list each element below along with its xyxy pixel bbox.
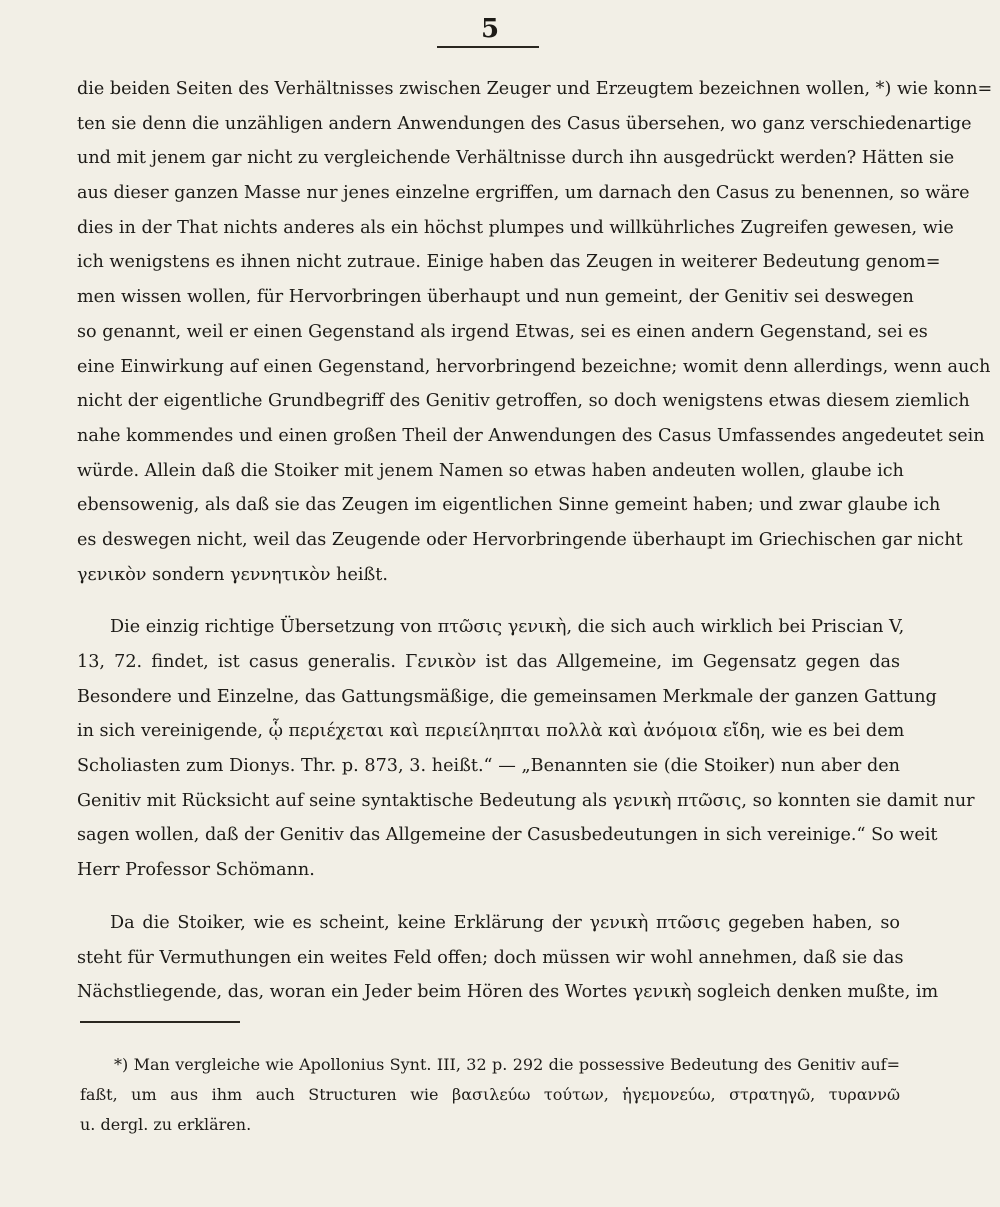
text-line: in sich vereinigende, ᾧ περιέχεται καὶ περιείληπται πολλὰ καὶ ἀνόμοια εἴδη, wie es bei dem <box>77 721 905 742</box>
footnote <box>80 1050 900 1140</box>
text-line: so genannt, weil er einen Gegenstand als irgend Etwas, sei es einen andern Gegenstand, sei es <box>77 321 928 342</box>
text-line: und mit jenem gar nicht zu vergleichende Verhältnisse durch ihn ausgedrückt werden? Hätten sie <box>77 148 955 169</box>
text-line: Die einzig richtige Übersetzung von πτῶσις γενικὴ, die sich auch wirklich bei Priscian V, <box>110 617 905 638</box>
text-line: 13, 72. findet, ist casus generalis. Γενικὸν ist das Allgemeine, im Gegensatz gegen das <box>77 652 900 672</box>
text-line: ich wenigstens es ihnen nicht zutraue. Einige haben das Zeugen in weiterer Bedeutung genom= <box>77 252 941 273</box>
text-line: sagen wollen, daß der Genitiv das Allgemeine der Casusbedeutungen in sich vereinige.“ So weit <box>77 825 938 846</box>
page-number: 5 <box>480 14 500 44</box>
page-number-rule <box>437 46 539 48</box>
text-line: die beiden Seiten des Verhältnisses zwischen Zeuger und Erzeugtem bezeichnen wollen, *) wie konn= <box>77 79 993 99</box>
text-line: dies in der That nichts anderes als ein höchst plumpes und willkührliches Zugreifen gewesen, wie <box>77 217 954 238</box>
text-line: Nächstliegende, das, woran ein Jeder beim Hören des Wortes γενικὴ sogleich denken mußte, im <box>77 982 939 1003</box>
footnote-line: *) Man vergleiche wie Apollonius Synt. III, 32 p. 292 die possessive Bedeutung des Genitiv auf= <box>114 1055 900 1074</box>
text-line: steht für Vermuthungen ein weites Feld offen; doch müssen wir wohl annehmen, daß sie das <box>77 947 904 968</box>
text-line: nahe kommendes und einen großen Theil der Anwendungen des Casus Umfassendes angedeutet sein <box>77 425 985 446</box>
text-line: nicht der eigentliche Grundbegriff des Genitiv getroffen, so doch wenigstens etwas diesem ziemlich <box>77 391 970 412</box>
text-line: ten sie denn die unzähligen andern Anwendungen des Casus übersehen, wo ganz verschiedenartige <box>77 113 972 134</box>
footnote-rule <box>80 1021 240 1023</box>
text-line: men wissen wollen, für Hervorbringen überhaupt und nun gemeint, der Genitiv sei deswegen <box>77 287 914 308</box>
text-line: es deswegen nicht, weil das Zeugende oder Hervorbringende überhaupt im Griechischen gar nicht <box>77 529 963 550</box>
footnote-line: faßt, um aus ihm auch Structuren wie βασιλεύω τούτων, ἡγεμονεύω, στρατηγῶ, τυραννῶ <box>80 1085 900 1104</box>
paragraph-3 <box>77 906 939 1010</box>
text-line: Besondere und Einzelne, das Gattungsmäßige, die gemeinsamen Merkmale der ganzen Gattung <box>77 686 937 707</box>
paragraph-1 <box>77 72 993 592</box>
footnote-line: u. dergl. zu erklären. <box>80 1115 252 1134</box>
text-line: würde. Allein daß die Stoiker mit jenem Namen so etwas haben andeuten wollen, glaube ich <box>77 460 904 481</box>
text-line: eine Einwirkung auf einen Gegenstand, hervorbringend bezeichne; womit denn allerdings, wenn auch <box>77 356 991 377</box>
text-line: Genitiv mit Rücksicht auf seine syntaktische Bedeutung als γενικὴ πτῶσις, so konnten sie damit nur <box>77 790 975 811</box>
text-line: Da die Stoiker, wie es scheint, keine Erklärung der γενικὴ πτῶσις gegeben haben, so <box>110 912 900 933</box>
main-text <box>77 72 993 1010</box>
text-line: Scholiasten zum Dionys. Thr. p. 873, 3. heißt.“ — „Benannten sie (die Stoiker) nun aber den <box>77 756 900 777</box>
text-line: γενικὸν sondern γεννητικὸν heißt. <box>77 564 388 585</box>
text-line: Herr Professor Schömann. <box>77 860 315 881</box>
text-line: ebensowenig, als daß sie das Zeugen im eigentlichen Sinne gemeint haben; und zwar glaube ich <box>77 495 941 516</box>
paragraph-2 <box>77 610 975 888</box>
text-line: aus dieser ganzen Masse nur jenes einzelne ergriffen, um darnach den Casus zu benennen, so wäre <box>77 183 970 204</box>
